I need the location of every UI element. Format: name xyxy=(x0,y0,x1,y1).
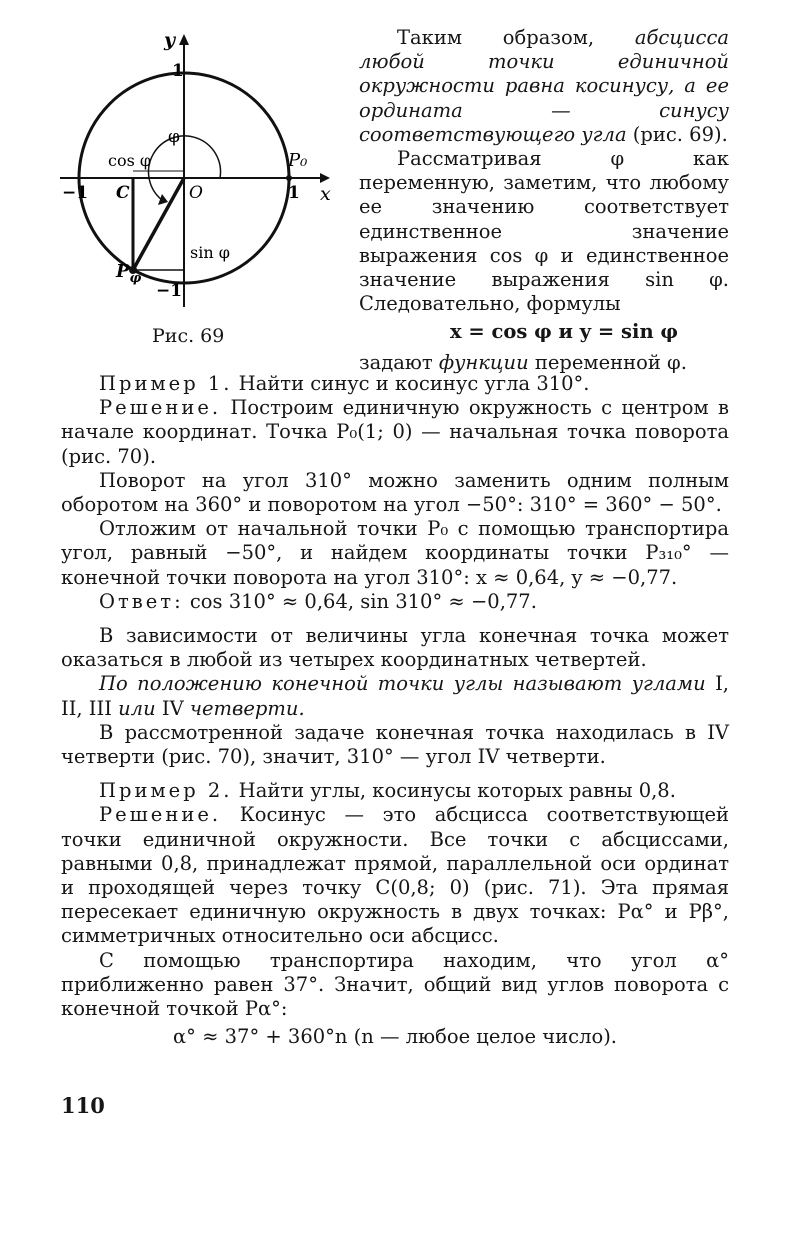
angle-arc-arrow xyxy=(158,194,168,205)
formula-alpha: α° ≈ 37° + 360°n (n — любое целое число). xyxy=(172,1025,617,1049)
paragraph-turn: Поворот на угол 310° можно заменить одним полным оборотом на 360° и поворотом на угол −50°: 310° = 360° − 50°. xyxy=(61,468,729,517)
phi-label: φ xyxy=(168,127,180,147)
point-p0 xyxy=(286,175,292,181)
paragraph-protractor: С помощью транспортира находим, что угол α° приближенно равен 37°. Значит, общий вид углов поворота с конечной точкой Pα°: xyxy=(61,948,729,1021)
main-text xyxy=(61,372,729,1049)
x-left-label: −1 xyxy=(62,183,89,203)
paragraph-mark-angle: Отложим от начальной точки P₀ с помощью транспортира угол, равный −50°, и найдем координаты точки P₃₁₀° — конечной точки поворота на угол 310°: x ≈ 0,64, y ≈ −0,77. xyxy=(61,517,729,589)
answer-1: Ответ: cos 310° ≈ 0,64, sin 310° ≈ −0,77. xyxy=(99,589,537,613)
unit-circle-diagram xyxy=(40,20,350,340)
origin-label: O xyxy=(189,183,203,203)
x-axis-arrow xyxy=(320,173,330,183)
x-right-label: 1 xyxy=(288,183,300,203)
p0-label: P₀ xyxy=(288,150,308,171)
sin-phi-label: sin φ xyxy=(190,243,230,262)
figure-caption: Рис. 69 xyxy=(152,325,225,347)
page-number: 110 xyxy=(61,1093,105,1118)
radius-to-p-phi xyxy=(133,178,184,270)
solution-2: Решение. Косинус — это абсцисса соответствующей точки единичной окружности. Все точки с абсциссами, равными 0,8, принадлежат прямой, параллельной оси ординат и проходящей через точку C(0,8; 0) (рис. 71). Эта прямая пересекает единичную окружность в двух точках: Pα° и Pβ°, симметричных относительно оси абсцисс. xyxy=(61,803,729,948)
paragraph-quarter-rule: По положению конечной точки углы называют углами I, II, III или IV четверти. xyxy=(61,672,729,720)
p-phi-label: $P_\varphi$ xyxy=(116,261,142,286)
right-column-text xyxy=(359,26,729,375)
paragraph-dependence: В зависимости от величины угла конечная точка может оказаться в любой из четырех координатных четвертей. xyxy=(61,624,729,672)
example-2: Пример 2. Найти углы, косинусы которых равны 0,8. xyxy=(99,779,676,803)
x-axis-label: x xyxy=(320,183,331,205)
cos-phi-label: cos φ xyxy=(108,151,152,170)
paragraph-variable-phi: Рассматривая φ как переменную, заметим, что любому ее значению соответствует единственное значение выражения cos φ и единственное значение выражения sin φ. Следовательно, формулы xyxy=(359,147,729,316)
paragraph-quarter-example: В рассмотренной задаче конечная точка находилась в IV четверти (рис. 70), значит, 310° — угол IV четверти. xyxy=(61,720,729,769)
example-1: Пример 1. Найти синус и косинус угла 310°. xyxy=(99,372,590,395)
y-axis-label: y xyxy=(164,29,176,51)
y-top-label: 1 xyxy=(172,61,184,81)
solution-1: Решение. Построим единичную окружность с центром в начале координат. Точка P₀(1; 0) — начальная точка поворота (рис. 70). xyxy=(61,396,729,468)
y-axis-arrow xyxy=(179,34,189,45)
paragraph-functions: задают функции переменной φ. xyxy=(359,350,687,374)
formula-x-y: x = cos φ и y = sin φ xyxy=(449,320,679,344)
point-c-label: C xyxy=(116,183,130,203)
y-bottom-label: −1 xyxy=(156,281,183,301)
unit-circle-figure xyxy=(40,20,350,360)
paragraph-abscissa: Таким образом, абсцисса любой точки единичной окружности равна косинусу, а ее ордината — синусу соответствующего угла (рис. 69). xyxy=(359,26,729,146)
